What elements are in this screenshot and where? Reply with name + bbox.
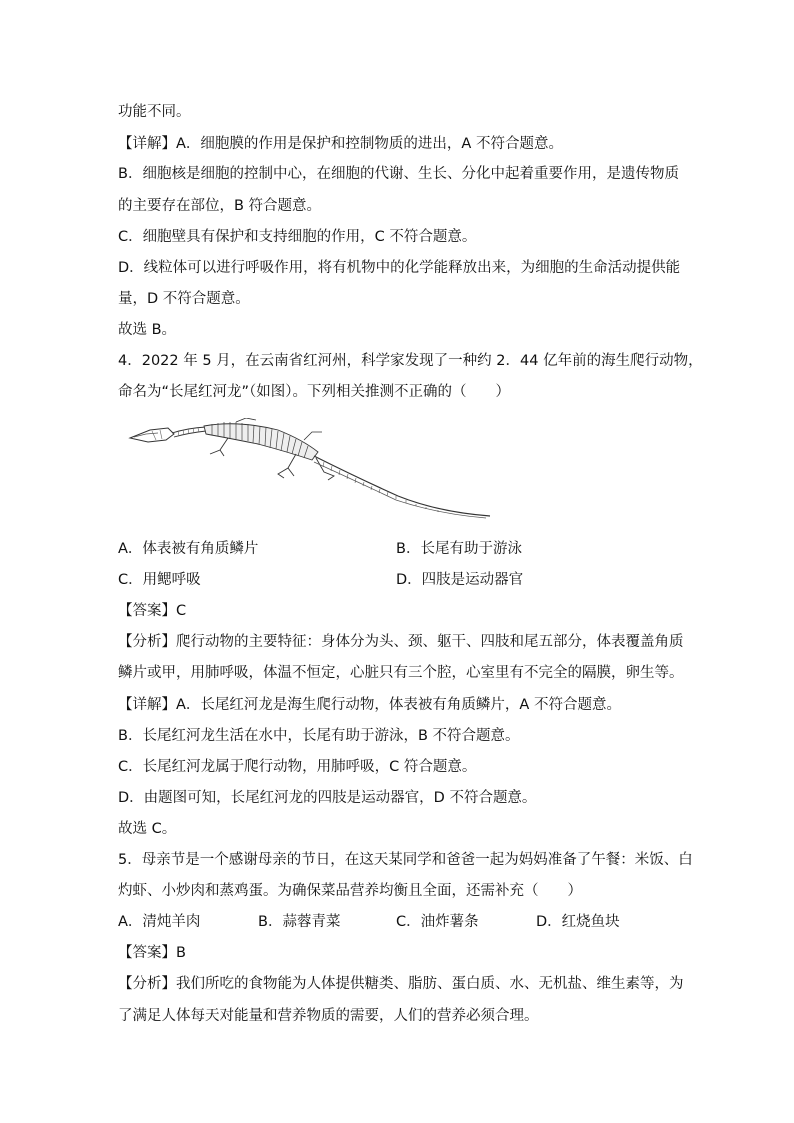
q4-detail-a <box>118 695 621 715</box>
q4-detail-d: D．由题图可知，长尾红河龙的四肢是运动器官，D 不符合题意。 <box>118 790 537 806</box>
q4-answer <box>118 601 186 621</box>
answer-label: 【答案】 <box>118 603 176 619</box>
prev-detail-c: C．细胞壁具有保护和支持细胞的作用，C 不符合题意。 <box>118 229 477 245</box>
detail-text: A．细胞膜的作用是保护和控制物质的进出，A 不符合题意。 <box>176 136 563 152</box>
q4-option-d[interactable]: D．四肢是运动器官 <box>396 572 524 588</box>
analysis-text: 爬行动物的主要特征：身体分为头、颈、躯干、四肢和尾五部分，体表覆盖角质 <box>176 634 684 650</box>
q5-option-c[interactable]: C．油炸薯条 <box>396 914 479 930</box>
q5-answer <box>118 943 186 963</box>
q4-stem-line2: 命名为“长尾红河龙”（如图）。下列相关推测不正确的（ ） <box>118 384 511 400</box>
detail-label: 【详解】 <box>118 136 176 152</box>
prev-detail-d2: 量，D 不符合题意。 <box>118 291 250 307</box>
q4-option-c[interactable]: C．用鳃呼吸 <box>118 572 201 588</box>
q4-analysis-line1 <box>118 632 684 652</box>
analysis-text: 我们所吃的食物能为人体提供糖类、脂肪、蛋白质、水、无机盐、维生素等，为 <box>176 976 684 992</box>
detail-label: 【详解】 <box>118 697 176 713</box>
q4-detail-c: C．长尾红河龙属于爬行动物，用肺呼吸，C 符合题意。 <box>118 759 477 775</box>
prev-detail-a <box>118 134 563 154</box>
q5-stem-line1: 5．母亲节是一个感谢母亲的节日，在这天某同学和爸爸一起为妈妈准备了午餐：米饭、白 <box>118 852 693 868</box>
detail-text: A．长尾红河龙是海生爬行动物，体表被有角质鳞片，A 不符合题意。 <box>176 697 621 713</box>
prev-detail-b1: B．细胞核是细胞的控制中心，在细胞的代谢、生长、分化中起着重要作用，是遗传物质 <box>118 166 679 182</box>
q5-analysis-line2: 了满足人体每天对能量和营养物质的需要，人们的营养必须合理。 <box>118 1008 539 1024</box>
q4-conclusion: 故选 C。 <box>118 821 177 837</box>
q4-analysis-line2: 鳞片或甲，用肺呼吸，体温不恒定，心脏只有三个腔，心室里有不完全的隔膜，卵生等。 <box>118 665 684 681</box>
answer-value: B <box>176 945 186 961</box>
q5-option-b[interactable]: B．蒜蓉青菜 <box>258 914 341 930</box>
q5-option-a[interactable]: A．清炖羊肉 <box>118 914 201 930</box>
q4-option-b[interactable]: B．长尾有助于游泳 <box>396 541 522 557</box>
q5-analysis-line1 <box>118 974 684 994</box>
prev-conclusion: 故选 B。 <box>118 322 177 338</box>
fossil-skeleton-figure <box>128 418 492 524</box>
prev-detail-d1: D．线粒体可以进行呼吸作用，将有机物中的化学能释放出来，为细胞的生命活动提供能 <box>118 260 681 276</box>
q4-stem-line1: 4．2022 年 5 月，在云南省红河州，科学家发现了一种约 2．44 亿年前的海生爬行动物， <box>118 353 703 369</box>
q5-option-d[interactable]: D．红烧鱼块 <box>536 914 620 930</box>
analysis-label: 【分析】 <box>118 634 176 650</box>
prev-continuation: 功能不同。 <box>118 104 191 120</box>
analysis-label: 【分析】 <box>118 976 176 992</box>
q4-detail-b: B．长尾红河龙生活在水中，长尾有助于游泳，B 不符合题意。 <box>118 728 520 744</box>
q4-option-a[interactable]: A．体表被有角质鳞片 <box>118 541 259 557</box>
answer-label: 【答案】 <box>118 945 176 961</box>
answer-value: C <box>176 603 187 619</box>
prev-detail-b2: 的主要存在部位，B 符合题意。 <box>118 198 322 214</box>
q5-stem-line2: 灼虾、小炒肉和蒸鸡蛋。为确保菜品营养均衡且全面，还需补充（ ） <box>118 883 582 899</box>
